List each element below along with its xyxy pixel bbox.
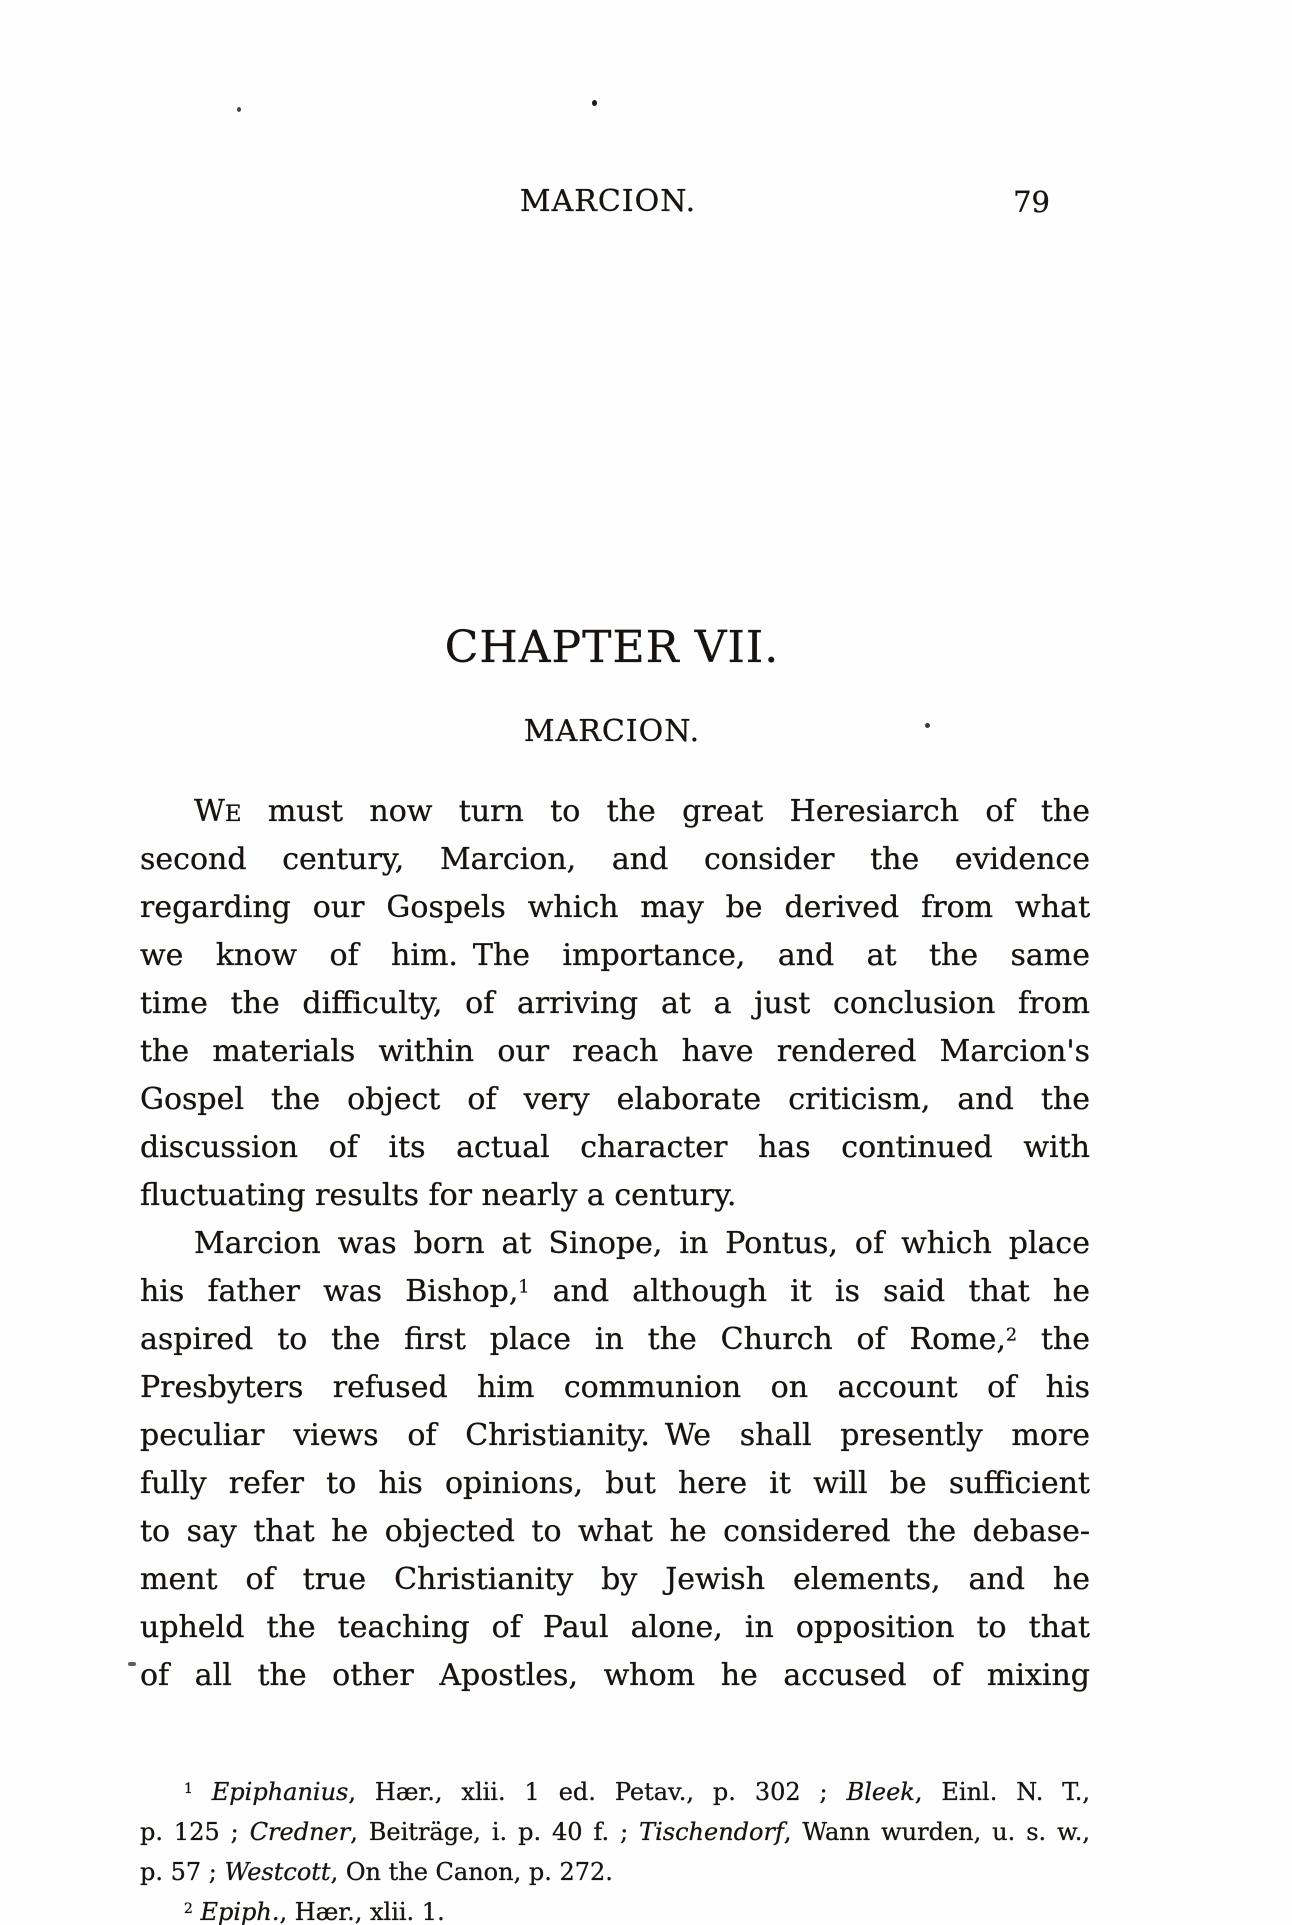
text-line: ment of true Christianity by Jewish elements, and he	[140, 1562, 1090, 1597]
scan-speck	[237, 107, 241, 112]
chapter-heading: CHAPTER VII.	[444, 622, 780, 673]
text-line: Marcion was born at Sinope, in Pontus, of which place	[194, 1226, 1090, 1261]
footnote-line: p. 125 ; Credner, Beiträge, i. p. 40 f. ; Tischendorf, Wann wurden, u. s. w.,	[140, 1818, 1090, 1846]
page-number: 79	[1013, 185, 1050, 219]
text-line: Presbyters refused him communion on account of his	[140, 1370, 1090, 1405]
paragraph	[140, 1772, 1090, 1892]
text-line: discussion of its actual character has continued with	[140, 1130, 1090, 1165]
footnotes	[140, 1772, 1090, 1925]
text-line: to say that he objected to what he considered the debase-	[140, 1514, 1090, 1549]
scan-speck	[592, 100, 597, 106]
footnote-line: $^2$ Epiph., Hær., xlii. 1.	[184, 1898, 445, 1925]
text-line: fully refer to his opinions, but here it will be sufficient	[140, 1466, 1090, 1501]
paragraph	[140, 1892, 1090, 1925]
text-line: his father was Bishop,$^1$ and although it is said that he	[140, 1274, 1090, 1309]
text-line: WE must now turn to the great Heresiarch of the	[194, 794, 1090, 829]
text-line: of all the other Apostles, whom he accused of mixing	[140, 1658, 1090, 1693]
text-line: time the difficulty, of arriving at a just conclusion from	[140, 986, 1090, 1021]
section-heading: MARCION.	[523, 714, 701, 749]
text-line: fluctuating results for nearly a century.	[140, 1178, 737, 1213]
footnote-line: $^1$ Epiphanius, Hær., xlii. 1 ed. Petav., p. 302 ; Bleek, Einl. N. T.,	[184, 1778, 1090, 1806]
text-line: regarding our Gospels which may be derived from what	[140, 890, 1090, 925]
paragraph	[140, 788, 1090, 1220]
text-line: Gospel the object of very elaborate criticism, and the	[140, 1082, 1090, 1117]
scan-speck	[128, 1662, 136, 1666]
body-text	[140, 788, 1090, 1700]
paragraph	[140, 1220, 1090, 1700]
text-line: aspired to the first place in the Church of Rome,$^2$ the	[140, 1322, 1090, 1357]
text-line: second century, Marcion, and consider the evidence	[140, 842, 1090, 877]
text-line: the materials within our reach have rendered Marcion's	[140, 1034, 1090, 1069]
text-line: peculiar views of Christianity. We shall presently more	[140, 1418, 1090, 1453]
footnote-line: p. 57 ; Westcott, On the Canon, p. 272.	[140, 1858, 613, 1886]
running-head-title: MARCION.	[519, 184, 697, 219]
text-line: upheld the teaching of Paul alone, in opposition to that	[140, 1610, 1090, 1645]
text-line: we know of him. The importance, and at the same	[140, 938, 1090, 973]
